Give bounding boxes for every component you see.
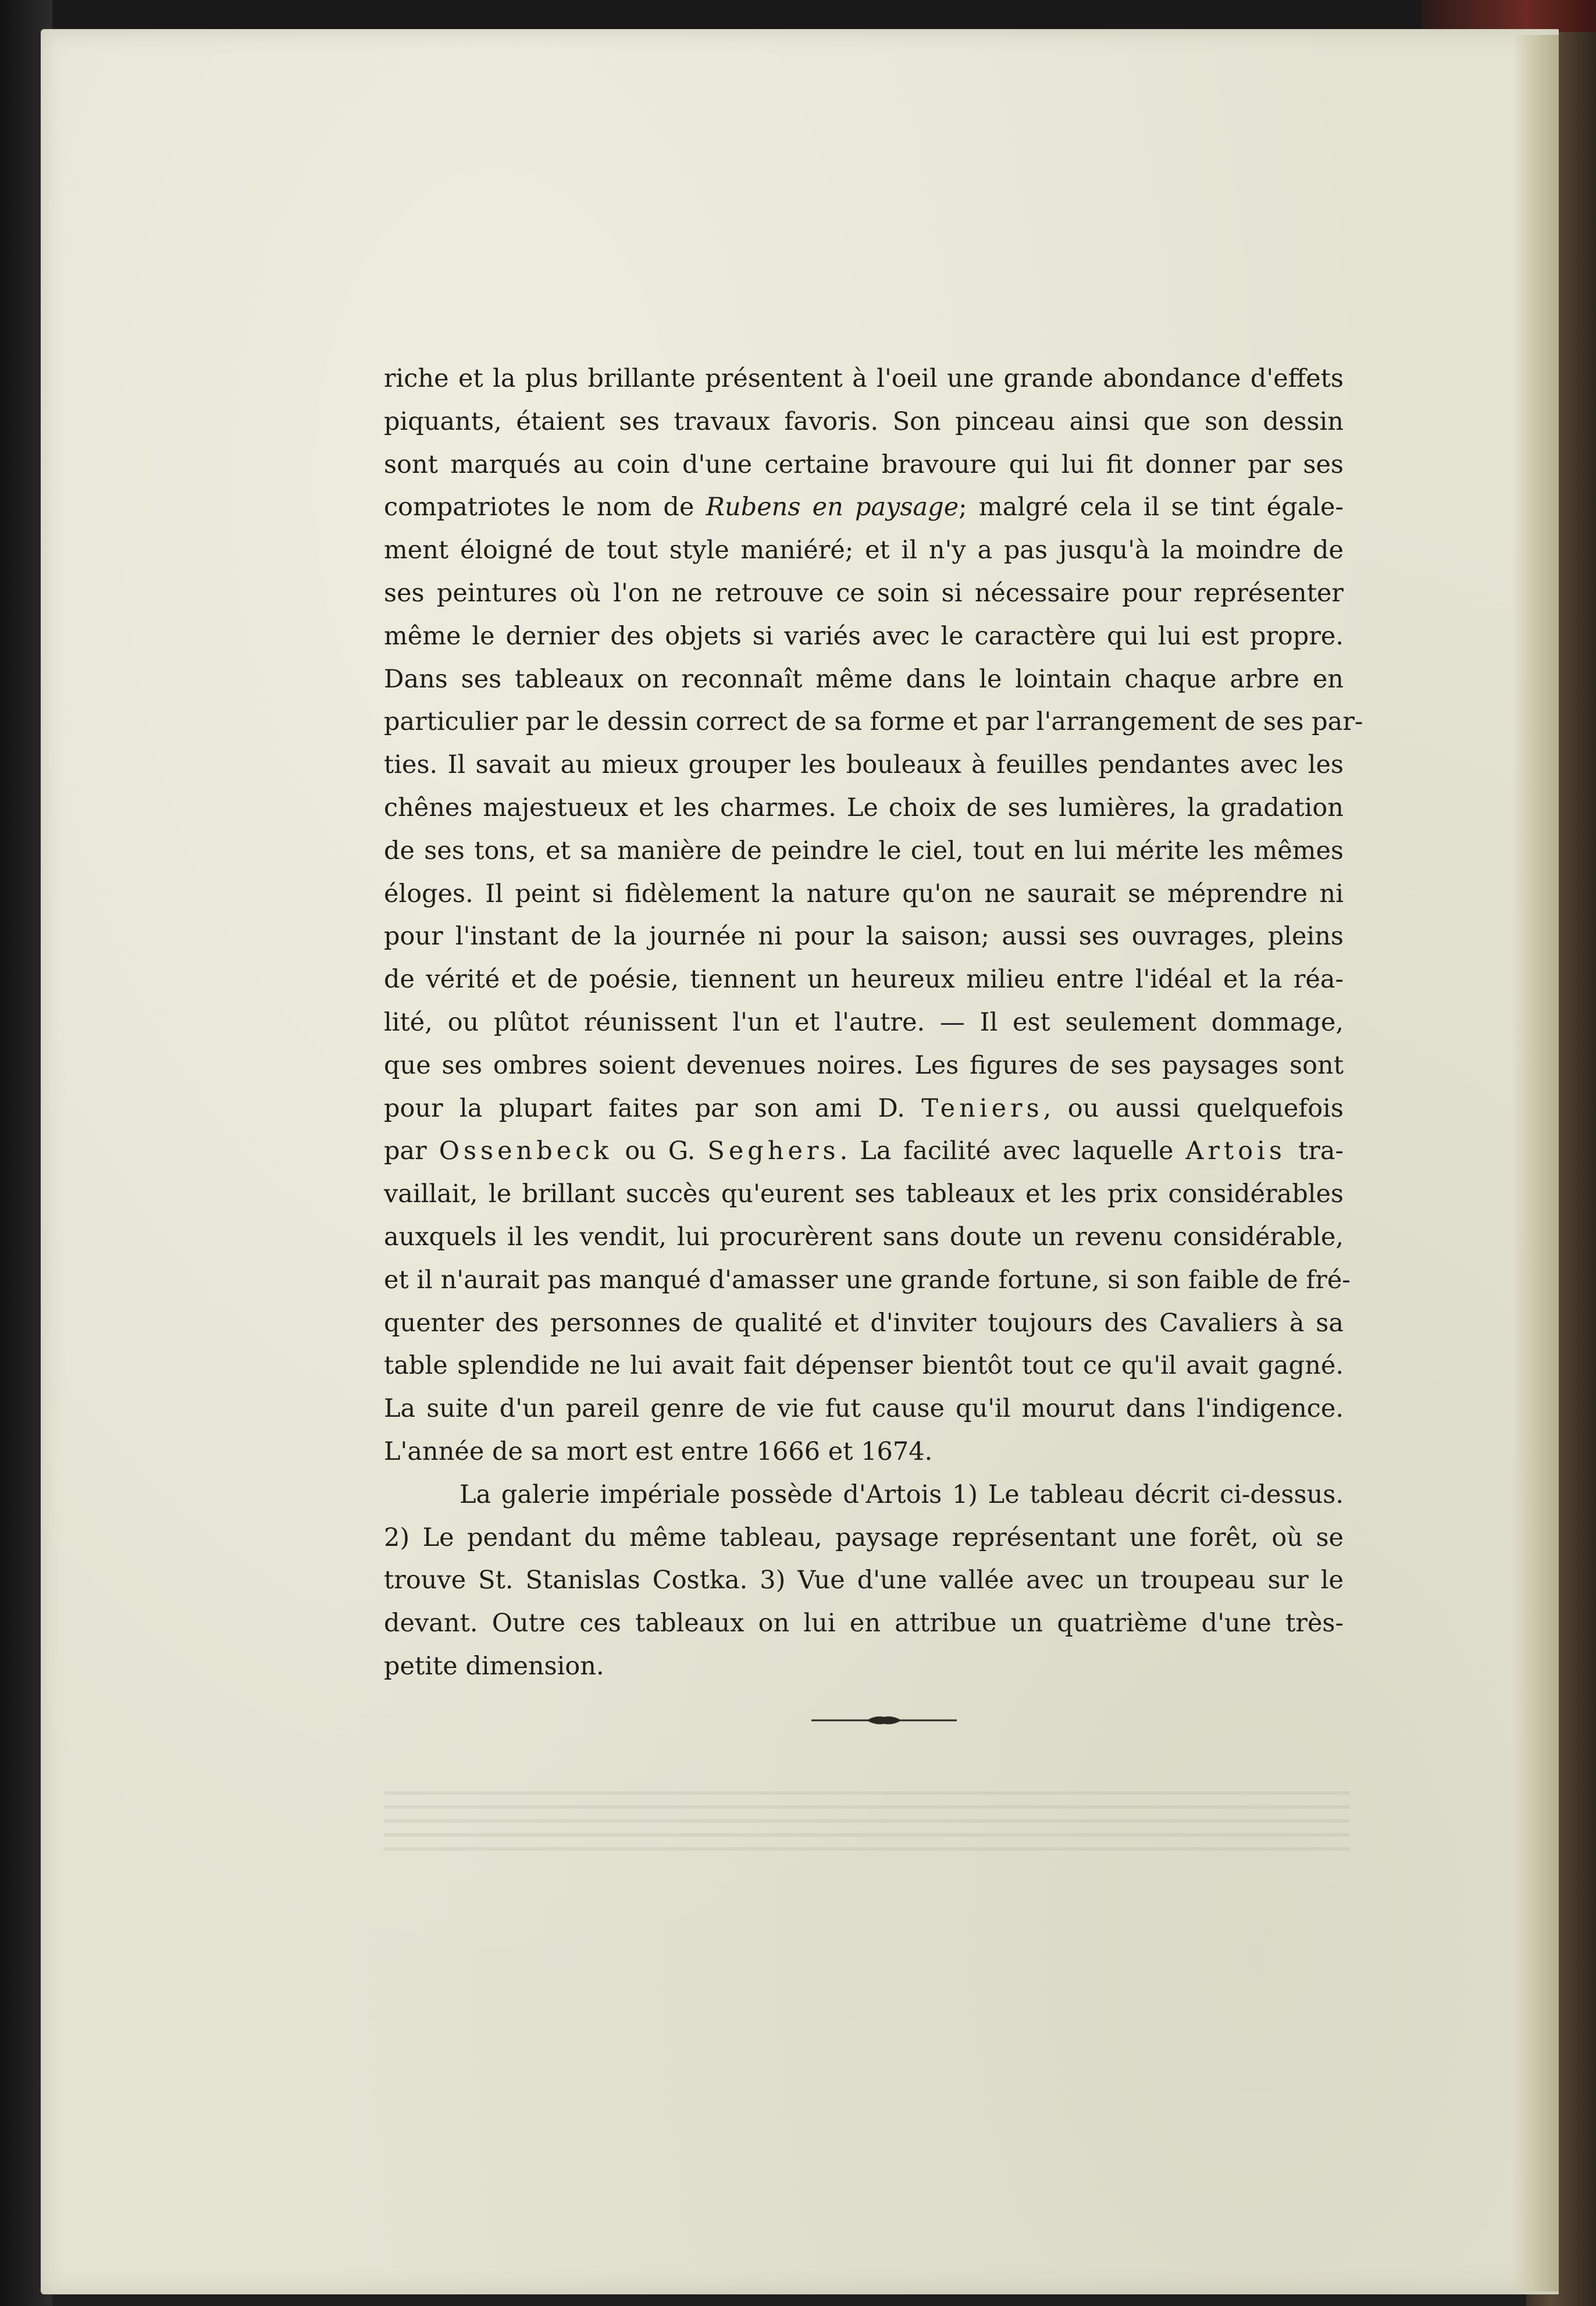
text-line: petite dimension. xyxy=(384,1651,604,1681)
text-run: , ou aussi quelquefois xyxy=(1043,1093,1344,1123)
text-line: même le dernier des objets si variés avec le caractère qui lui est propre. xyxy=(384,621,1344,651)
text-line: Dans ses tableaux on reconnaît même dans le lointain chaque arbre en xyxy=(384,664,1344,694)
text-run: pour la plupart faites par son ami D. xyxy=(384,1093,905,1123)
text-line: de vérité et de poésie, tiennent un heureux milieu entre l'idéal et la réa- xyxy=(384,965,1344,995)
text-run: ou G. xyxy=(625,1136,696,1166)
text-line: particulier par le dessin correct de sa forme et par l'arrangement de ses par- xyxy=(384,707,1363,737)
body-text xyxy=(384,358,1363,1688)
spaced-name: Teniers xyxy=(921,1093,1043,1123)
text-line: riche et la plus brillante présentent à l'oeil une grande abondance d'effets xyxy=(384,364,1344,393)
text-run: tra- xyxy=(1298,1136,1344,1166)
italic-phrase: Rubens en paysage xyxy=(706,493,959,522)
text-line: pour l'instant de la journée ni pour la saison; aussi ses ouvrages, pleins xyxy=(384,922,1344,951)
spaced-name: Seghers xyxy=(707,1136,840,1166)
text-line: ment éloigné de tout style maniéré; et il n'y a pas jusqu'à la moindre de xyxy=(384,536,1344,565)
text-line: trouve St. Stanislas Costka. 3) Vue d'une vallée avec un troupeau sur le xyxy=(384,1566,1344,1595)
text-line: quenter des personnes de qualité et d'inviter toujours des Cavaliers à sa xyxy=(384,1308,1344,1338)
spaced-name: Ossenbeck xyxy=(439,1136,613,1166)
text-run: compatriotes le nom de xyxy=(384,493,694,522)
text-line: piquants, étaient ses travaux favoris. Son pinceau ainsi que son dessin xyxy=(384,407,1344,436)
text-line: éloges. Il peint si fidèlement la nature qu'on ne saurait se méprendre ni xyxy=(384,879,1344,908)
text-line: 2) Le pendant du même tableau, paysage représentant une forêt, où se xyxy=(384,1523,1344,1552)
text-line: chênes majestueux et les charmes. Le choix de ses lumières, la gradation xyxy=(384,793,1344,822)
text-line: L'année de sa mort est entre 1666 et 1674. xyxy=(384,1437,933,1466)
book-binding-cover xyxy=(1422,0,1596,32)
spaced-name: Artois xyxy=(1185,1136,1287,1166)
text-line: sont marqués au coin d'une certaine bravoure qui lui fit donner par ses xyxy=(384,450,1344,479)
page-edge xyxy=(1512,35,1559,2291)
ornament-rule-icon xyxy=(811,1712,957,1729)
text-line: et il n'aurait pas manqué d'amasser une grande fortune, si son faible de fré- xyxy=(384,1265,1351,1295)
text-run: ; malgré cela il se tint égale- xyxy=(959,493,1344,522)
text-line: devant. Outre ces tableaux on lui en attribue un quatrième d'une très- xyxy=(384,1609,1344,1638)
text-line xyxy=(384,1130,1344,1173)
text-line: de ses tons, et sa manière de peindre le ciel, tout en lui mérite les mêmes xyxy=(384,836,1344,865)
text-line: ties. Il savait au mieux grouper les bouleaux à feuilles pendantes avec les xyxy=(384,750,1344,780)
show-through-text xyxy=(384,1791,1349,1855)
scan-background-top xyxy=(0,0,1596,32)
text-line xyxy=(384,1088,1344,1131)
text-run: . La facilité avec laquelle xyxy=(839,1136,1174,1166)
text-line: ses peintures où l'on ne retrouve ce soin si nécessaire pour représenter xyxy=(384,578,1344,608)
text-line: lité, ou plûtot réunissent l'un et l'autre. — Il est seulement dommage, xyxy=(384,1007,1344,1037)
text-line: vaillait, le brillant succès qu'eurent ses tableaux et les prix considérables xyxy=(384,1179,1344,1209)
text-line: La galerie impériale possède d'Artois 1) Le tableau décrit ci-dessus. xyxy=(459,1480,1344,1509)
text-line: que ses ombres soient devenues noires. Les figures de ses paysages sont xyxy=(384,1050,1344,1080)
text-run: par xyxy=(384,1136,427,1166)
text-line xyxy=(384,486,1344,529)
text-line: La suite d'un pareil genre de vie fut cause qu'il mourut dans l'indigence. xyxy=(384,1394,1344,1424)
text-line: table splendide ne lui avait fait dépenser bientôt tout ce qu'il avait gagné. xyxy=(384,1351,1344,1381)
text-line: auxquels il les vendit, lui procurèrent sans doute un revenu considérable, xyxy=(384,1222,1344,1252)
